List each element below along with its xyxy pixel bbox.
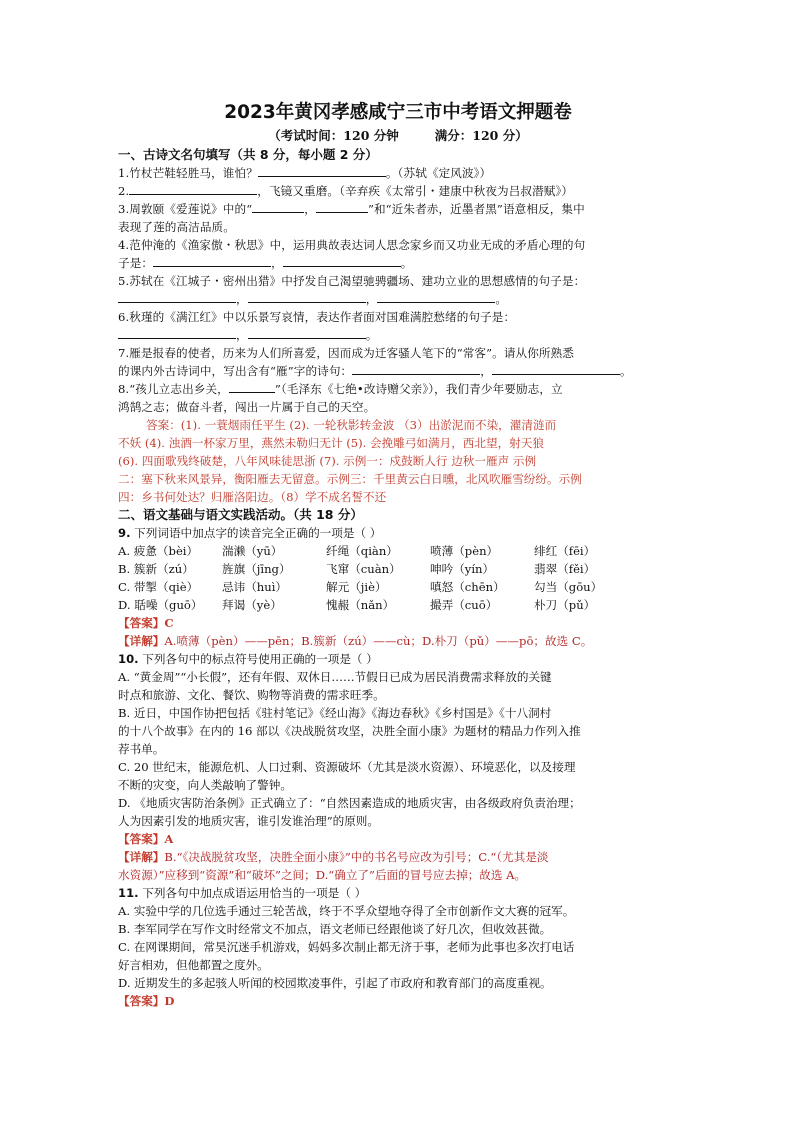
question-6-cont: ， 。 (118, 326, 678, 344)
option-row: B. 簇新（zú） 旌旗（jīng） 飞窜（cuàn） 呻吟（yín） 翡翠（fěi） (118, 562, 596, 576)
question-4: 4.范仲淹的《渔家傲・秋思》中，运用典故表达词人思念家乡而又功业无成的矛盾心理的句 (118, 238, 586, 252)
question-11-line: B. 李军同学在写作文时经常文不加点，语文老师已经跟他谈了好几次，但收效甚微。 (118, 922, 552, 936)
question-9-detail: 【详解】A.喷薄（pèn）——pēn；B.簇新（zú）——cù；D.朴刀（pǔ）——pō；故选 C。 (118, 634, 593, 648)
answer-blank[interactable] (492, 362, 620, 375)
question-5-cont: ， ， 。 (118, 290, 678, 308)
question-10-line: 时点和旅游、文化、餐饮、购物等消费的需求旺季。 (118, 688, 385, 702)
question-10-line: 荐书单。 (118, 742, 165, 756)
answer-line: (6). 四面歌残终破楚，八年风味徒思浙 (7). 示例一：戍鼓断人行 边秋一雁声 示例 (118, 454, 537, 468)
page-title: 2023年黄冈孝感咸宁三市中考语文押题卷 (224, 102, 572, 123)
question-11-line: A. 实验中学的几位选手通过三轮苦战，终于不孚众望地夺得了全市创新作文大赛的冠军。 (118, 904, 575, 918)
question-11-line: C. 在网课期间，常昊沉迷手机游戏，妈妈多次制止都无济于事，老师为此事也多次打电话 (118, 940, 575, 954)
question-10-line: 不断的灾变，向人类敲响了警钟。 (118, 778, 292, 792)
exam-info (118, 126, 678, 146)
option-row: A. 疲惫（bèi） 湍濑（yū） 纤绳（qiàn） 喷薄（pèn） 绯红（fēi） (118, 544, 596, 558)
question-4-cont: 子是： ， 。 (118, 256, 413, 270)
section-1-answers (118, 416, 678, 506)
question-11-line: D. 近期发生的多起骇人听闻的校园欺凌事件，引起了市政府和教育部门的高度重视。 (118, 976, 552, 990)
question-11-line: 好言相劝，但他都置之度外。 (118, 958, 269, 972)
question-10-answer: 【答案】A (118, 832, 174, 846)
answer-line: 二：塞下秋来风景异，衡阳雁去无留意。示例三：千里黄云白日曛，北风吹雁雪纷纷。示例 (118, 472, 582, 486)
answer-blank[interactable] (129, 182, 257, 195)
question-11: 11. 下列各句中加点成语运用恰当的一项是（ ） (118, 886, 367, 900)
question-9: 9. 下列词语中加点字的读音完全正确的一项是（ ） (118, 526, 382, 540)
answer-blank[interactable] (229, 380, 275, 393)
answer-blank[interactable] (283, 254, 401, 267)
exam-score: 满分：120 分） (434, 128, 528, 143)
question-3-cont: 表现了莲的高洁品质。 (118, 220, 235, 234)
option-row: D. 聒噪（guō） 拜谒（yè） 愧赧（nǎn） 撮弄（cuō） 朴刀（pǔ） (118, 598, 596, 612)
question-10-detail: 【详解】B.“《决战脱贫攻坚，决胜全面小康》”中的书名号应改为引号；C.“（尤其是淡 (118, 850, 549, 864)
question-2: 2. ，飞镜又重磨。（辛弃疾《太常引・建康中秋夜为吕叔潜赋》） (118, 184, 574, 198)
question-5: 5.苏轼在《江城子・密州出猎》中抒发自己渴望驰骋疆场、建功立业的思想感情的句子是： (118, 274, 586, 288)
question-6: 6.秋瑾的《满江红》中以乐景写哀情，表达作者面对国难满腔愁绪的句子是： (118, 310, 516, 324)
question-11-answer: 【答案】D (118, 994, 175, 1008)
question-10-line: 人为因素引发的地质灾害，谁引发谁治理”的原则。 (118, 814, 379, 828)
answer-blank[interactable] (118, 326, 236, 339)
question-9-answer: 【答案】C (118, 616, 174, 630)
question-10-detail-cont: 水资源）”应移到“资源”和“破坏”之间；D.“确立了”后面的冒号应去掉；故选 A。 (118, 868, 527, 882)
answer-line: 四：乡书何处达？归雁洛阳边。（8）学不成名誓不还 (118, 490, 387, 504)
answer-blank[interactable] (377, 290, 495, 303)
option-row: C. 带掣（qiè） 忌讳（huì） 解元（jiè） 嗔怒（chēn） 勾当（gōu） (118, 580, 603, 594)
question-10-line: C. 20 世纪末，能源危机、人口过剩、资源破坏（尤其是淡水资源）、环境恶化，以及接理 (118, 760, 576, 774)
question-7: 7.雁是报春的使者，历来为人们所喜爱，因而成为迁客骚人笔下的“常客”。请从你所熟悉 (118, 346, 574, 360)
answer-blank[interactable] (248, 290, 366, 303)
question-9-options (118, 542, 678, 614)
section-1-heading: 一、古诗文名句填写（共 8 分，每小题 2 分） (118, 147, 378, 162)
question-10: 10. 下列各句中的标点符号使用正确的一项是（ ） (118, 652, 378, 666)
question-10-line: B. 近日，中国作协把包括《驻村笔记》《经山海》《海边春秋》《乡村国是》《十八洞村 (118, 706, 552, 720)
question-8: 8.“孩儿立志出乡关， ”（毛泽东《七绝•改诗赠父亲》），我们青少年要励志，立 (118, 382, 563, 396)
section-2-heading: 二、语文基础与语文实践活动。（共 18 分） (118, 507, 363, 522)
question-10-line: D. 《地质灾害防治条例》正式确立了：“自然因素造成的地质灾害，由各级政府负责治理； (118, 796, 581, 810)
exam-time: （考试时间：120 分钟 (268, 128, 399, 143)
question-3: 3.周敦颐《爱莲说》中的“ ， ”和“近朱者赤，近墨者黑”语意相反，集中 (118, 202, 585, 216)
answer-blank[interactable] (153, 254, 271, 267)
answer-blank[interactable] (252, 200, 304, 213)
answer-line: 答案：(1). 一蓑烟雨任平生 (2). 一轮秋影转金波 （3）出淤泥而不染，濯清涟而 (146, 418, 557, 432)
answer-blank[interactable] (118, 290, 236, 303)
question-7-cont: 的课内外古诗词中，写出含有“雁”字的诗句： ， 。 (118, 364, 632, 378)
exam-page (118, 100, 678, 1010)
question-10-line: 的十八个故事》在内的 16 部以《决战脱贫攻坚，决胜全面小康》为题材的精品力作列入推 (118, 724, 581, 738)
answer-blank[interactable] (316, 200, 368, 213)
answer-line: 不妖 (4). 浊酒一杯家万里，燕然未勒归无计 (5). 会挽雕弓如满月，西北望，射天狼 (118, 436, 544, 450)
question-10-line: A. “黄金周”“小长假”，还有年假、双休日……节假日已成为居民消费需求释放的关键 (118, 670, 552, 684)
question-1: 1.竹杖芒鞋轻胜马，谁怕？ 。（苏轼《定风波》） (118, 166, 492, 180)
answer-blank[interactable] (258, 164, 386, 177)
question-8-cont: 鸿鹄之志；做奋斗者，闯出一片属于自己的天空。 (118, 400, 376, 414)
answer-blank[interactable] (352, 362, 480, 375)
answer-blank[interactable] (248, 326, 366, 339)
